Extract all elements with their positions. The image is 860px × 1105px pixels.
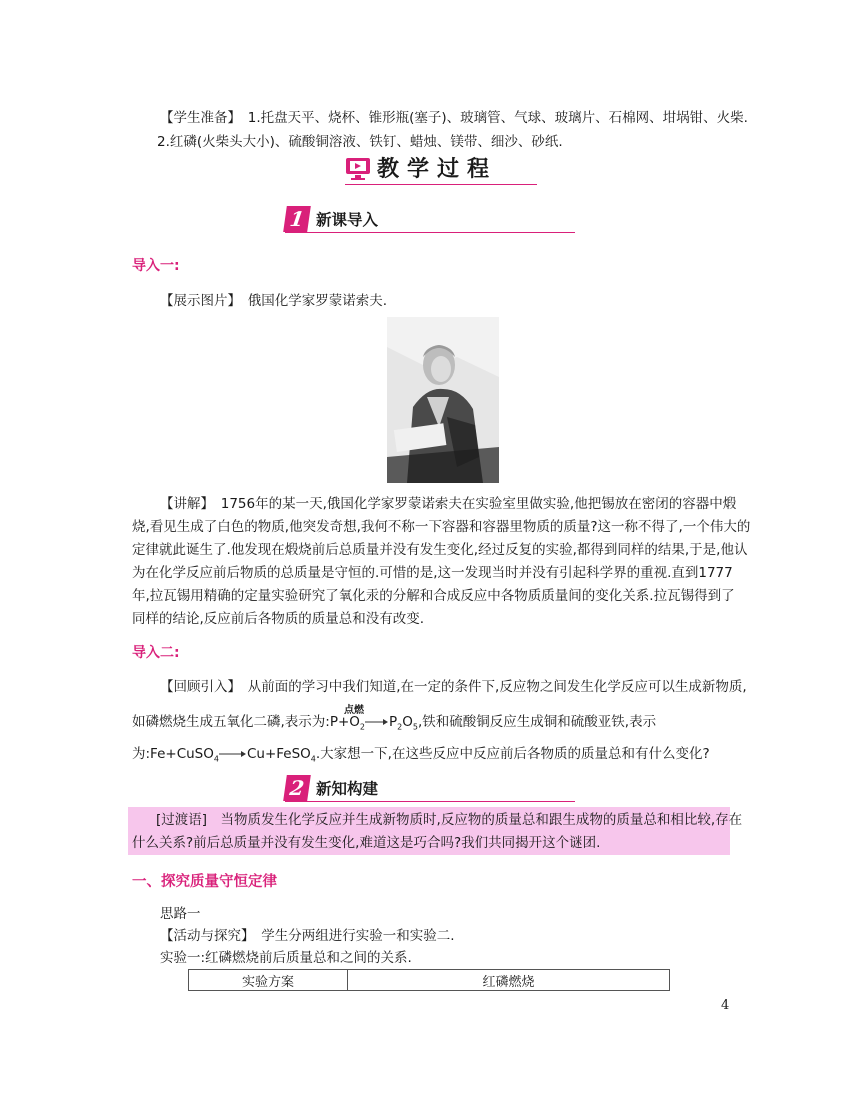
section-2-title: 新知构建 (316, 780, 379, 798)
teaching-process-banner (345, 154, 537, 188)
section-1-rule (285, 232, 575, 233)
eq1-mid: O (402, 714, 413, 730)
eq2-suffix: .大家想一下,在这些反应中反应前后各物质的质量总和有什么变化? (315, 746, 710, 762)
eq2-product: Cu+FeSO (246, 746, 311, 762)
page-number: 4 (721, 998, 730, 1013)
lecture-line-2: 烧,看见生成了白色的物质,他突发奇想,我何不称一下容器和容器里物质的质量?这一称不得了,一个伟大的 (132, 519, 751, 535)
eq2-prefix: 为:Fe+CuSO (132, 746, 214, 762)
eq1-sub-1: 2 (359, 722, 366, 732)
prep-line-2: 2.红磷(火柴头大小)、硫酸铜溶液、铁钉、蜡烛、镁带、细沙、砂纸. (157, 134, 563, 150)
experiment-table (188, 969, 670, 991)
eq1-sub-2: 2 (397, 722, 403, 732)
part-1-heading: 一、探究质量守恒定律 (132, 874, 277, 890)
lecture-line-3: 定律就此诞生了.他发现在煅烧前后总质量并没有发生变化,经过反复的实验,都得到同样的结果,于是,他认 (132, 542, 748, 558)
table-row (189, 970, 670, 991)
equation-1-line (132, 711, 656, 739)
section-2-heading (285, 775, 378, 801)
table-header-cell: 实验方案 (189, 970, 348, 991)
lecture-line-5: 年,拉瓦锡用精确的定量实验研究了氧化汞的分解和合成反应中各物质质量间的变化关系.拉瓦锡得到了 (132, 588, 735, 604)
equation-2-line (132, 743, 710, 771)
transition-box (128, 807, 743, 855)
eq2-sub-1: 4 (213, 754, 219, 764)
eq1-product: P (389, 714, 398, 730)
eq1-suffix: ,铁和硫酸铜反应生成铜和硫酸亚铁,表示 (418, 714, 657, 730)
lomonosov-portrait (387, 317, 499, 483)
section-1-title: 新课导入 (316, 211, 379, 229)
section-1-heading (285, 206, 378, 232)
ignite-condition: 点燃 (344, 705, 364, 716)
show-picture-line: 【展示图片】 俄国化学家罗蒙诺索夫. (160, 293, 388, 309)
idea-one: 思路一 (160, 906, 201, 922)
eq1-prefix: 如磷燃烧生成五氧化二磷,表示为:P+O (132, 714, 360, 730)
section-2-number: 2 (283, 775, 311, 801)
banner-rule (345, 184, 537, 185)
lecture-line-1: 【讲解】 1756年的某一天,俄国化学家罗蒙诺索夫在实验室里做实验,他把锡放在密闭的容器中煅 (160, 496, 737, 512)
experiment-1-line: 实验一:红磷燃烧前后质量总和之间的关系. (160, 950, 412, 966)
section-1-number: 1 (283, 206, 311, 232)
review-line: 【回顾引入】 从前面的学习中我们知道,在一定的条件下,反应物之间发生化学反应可以生成新物质, (160, 679, 747, 695)
monitor-icon (345, 157, 371, 181)
intro-1-label: 导入一: (132, 258, 180, 274)
prep-line-1: 【学生准备】 1.托盘天平、烧杯、锥形瓶(塞子)、玻璃管、气球、玻璃片、石棉网、坩埚钳、火柴. (160, 110, 748, 126)
lecture-line-6: 同样的结论,反应前后各物质的质量总和没有改变. (132, 611, 425, 627)
table-header-cell: 红磷燃烧 (348, 970, 670, 991)
reaction-arrow-icon (219, 743, 247, 765)
eq2-sub-2: 4 (310, 754, 316, 764)
activity-line: 【活动与探究】 学生分两组进行实验一和实验二. (160, 928, 455, 944)
lecture-line-4: 为在化学反应前后物质的总质量是守恒的.可惜的是,这一发现当时并没有引起科学界的重视.直到1777 (132, 565, 733, 581)
banner-title: 教学过程 (377, 156, 498, 182)
reaction-arrow-icon (365, 711, 389, 733)
intro-2-label: 导入二: (132, 645, 180, 661)
transition-line-1: [过渡语] 当物质发生化学反应并生成新物质时,反应物的质量总和跟生成物的质量总和相比较,存在 (156, 812, 743, 828)
section-2-rule (285, 801, 575, 802)
transition-line-2: 什么关系?前后总质量并没有发生变化,难道这是巧合吗?我们共同揭开这个谜团. (132, 835, 601, 851)
eq1-sub-3: 5 (412, 722, 418, 732)
